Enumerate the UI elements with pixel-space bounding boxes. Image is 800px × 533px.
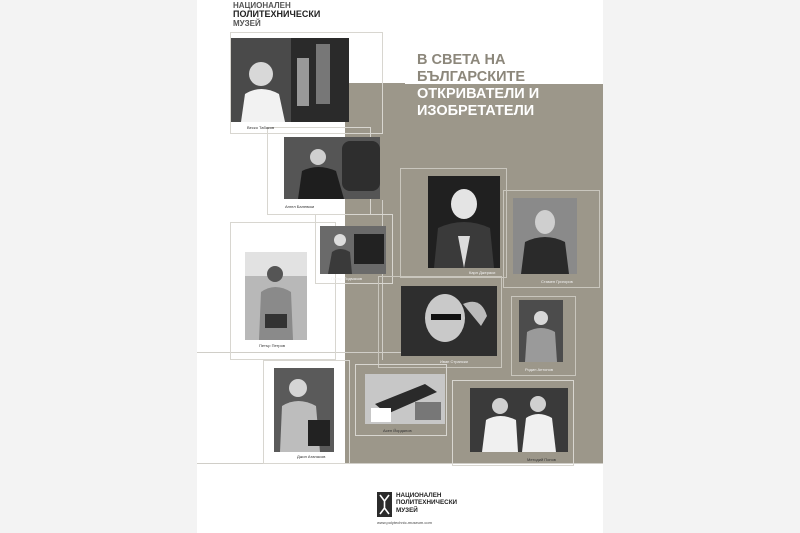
portrait-photo bbox=[365, 374, 445, 424]
title-line1: В СВЕТА НА bbox=[417, 52, 506, 68]
footer-line1: НАЦИОНАЛЕН bbox=[396, 492, 442, 499]
portrait-photo bbox=[284, 137, 380, 199]
portrait-caption: Веско Табаков bbox=[247, 125, 275, 130]
footer-line2: ПОЛИТЕХНИЧЕСКИ bbox=[396, 499, 458, 507]
footer-line3: МУЗЕЙ bbox=[396, 506, 418, 514]
museum-logo-text bbox=[396, 492, 457, 514]
exhibition-poster bbox=[197, 0, 603, 533]
portrait-photo bbox=[401, 286, 497, 356]
portrait-caption: Родин Антонов bbox=[525, 367, 553, 372]
portrait-caption: Петър Подмазов bbox=[331, 276, 363, 281]
portrait-caption: Джон Атанасов bbox=[297, 454, 326, 459]
title-line4: ИЗОБРЕТАТЕЛИ bbox=[417, 103, 535, 119]
portrait-photo bbox=[428, 176, 500, 268]
portrait-photo bbox=[274, 368, 334, 452]
portrait-caption: Методий Попов bbox=[527, 457, 556, 462]
museum-header-line1: НАЦИОНАЛЕН bbox=[233, 1, 291, 10]
portrait-photo bbox=[519, 300, 563, 362]
title-line3: ОТКРИВАТЕЛИ И bbox=[417, 86, 540, 102]
portrait-photo bbox=[245, 252, 307, 340]
portrait-caption: Асен Йорданов bbox=[383, 428, 412, 433]
portrait-caption: Иван Странски bbox=[440, 359, 468, 364]
portrait-caption: Карл Джераси bbox=[469, 270, 496, 275]
portrait-photo bbox=[470, 388, 568, 452]
portrait-photo bbox=[320, 226, 386, 274]
portrait-photo bbox=[513, 198, 577, 274]
museum-website-link[interactable]: www.polytechnic-museum.com bbox=[377, 520, 432, 525]
exhibition-title bbox=[417, 52, 597, 120]
title-line2: БЪЛГАРСКИТЕ bbox=[417, 69, 526, 85]
museum-header-line2: ПОЛИТЕХНИЧЕСКИ bbox=[233, 9, 321, 19]
museum-header-line3: МУЗЕЙ bbox=[233, 19, 261, 28]
portrait-caption: Ангел Балевски bbox=[285, 204, 315, 209]
portrait-caption: Стамен Григоров bbox=[541, 279, 573, 284]
portrait-caption: Петър Петров bbox=[259, 343, 286, 348]
portrait-photo bbox=[231, 38, 349, 122]
museum-header bbox=[233, 1, 320, 28]
museum-logo-icon bbox=[377, 492, 392, 517]
